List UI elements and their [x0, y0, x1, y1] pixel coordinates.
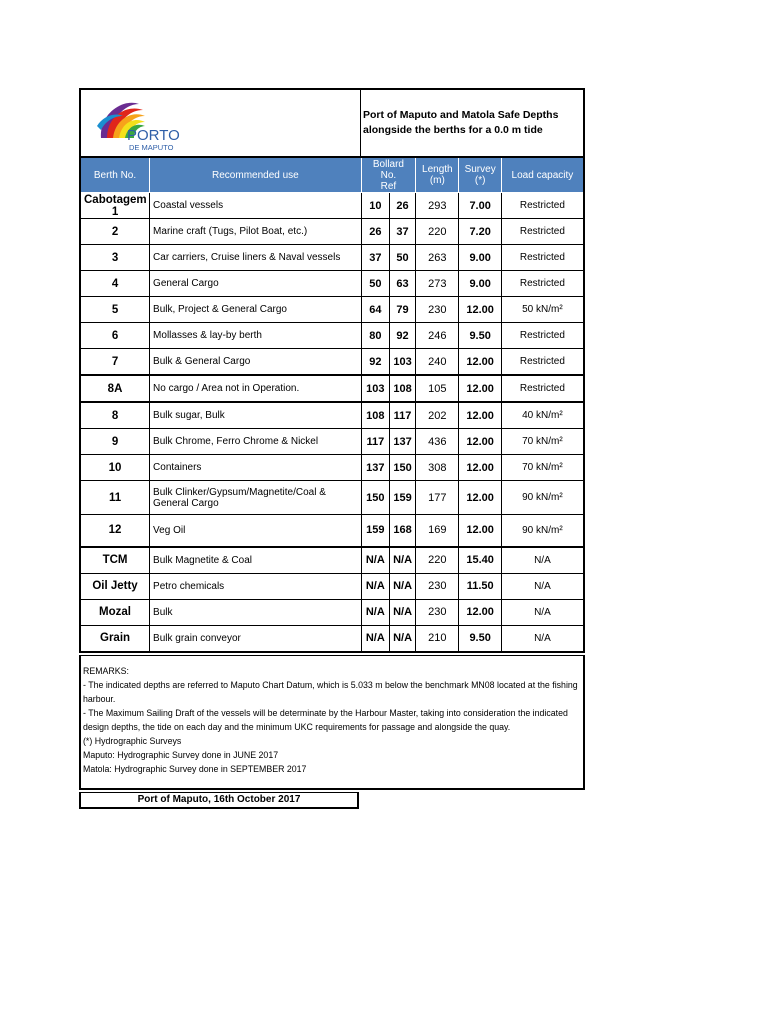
col-header-survey-line2: (*)	[474, 175, 486, 186]
use-cell: Petro chemicals	[150, 573, 362, 599]
use-cell: No cargo / Area not in Operation.	[150, 375, 362, 402]
bollard-to-cell: 26	[389, 193, 415, 219]
survey-cell: 7.00	[459, 193, 501, 219]
length-cell: 177	[416, 481, 459, 515]
bollard-to-cell: 168	[389, 515, 415, 547]
survey-cell: 9.50	[459, 323, 501, 349]
survey-cell: 12.00	[459, 429, 501, 455]
bollard-to-cell: 63	[389, 271, 415, 297]
survey-cell: 12.00	[459, 455, 501, 481]
length-cell: 220	[416, 547, 459, 574]
berth-cell: 12	[80, 515, 150, 547]
bollard-to-cell: 50	[389, 245, 415, 271]
berth-cell: 10	[80, 455, 150, 481]
table-row	[80, 245, 584, 271]
use-cell: Bulk Chrome, Ferro Chrome & Nickel	[150, 429, 362, 455]
use-cell: Bulk Magnetite & Coal	[150, 547, 362, 574]
berth-cell: 3	[80, 245, 150, 271]
col-header-berth: Berth No.	[80, 157, 150, 193]
table-row	[80, 219, 584, 245]
use-cell: Veg Oil	[150, 515, 362, 547]
bollard-to-cell: 92	[389, 323, 415, 349]
bollard-from-cell: 64	[361, 297, 389, 323]
bollard-to-cell: N/A	[389, 573, 415, 599]
load-cell: 70 kN/m²	[501, 455, 584, 481]
table-row	[80, 271, 584, 297]
logo-text-de-maputo: DE MAPUTO	[129, 143, 174, 152]
use-cell: Marine craft (Tugs, Pilot Boat, etc.)	[150, 219, 362, 245]
table-row	[80, 481, 584, 515]
survey-cell: 12.00	[459, 349, 501, 376]
table-row	[80, 515, 584, 547]
col-header-bollard	[361, 157, 415, 193]
remarks-line-1: - The indicated depths are referred to Maputo Chart Datum, which is 5.033 m below the benchmark MN08 located at the fishing harbour.	[83, 679, 578, 704]
bollard-from-cell: 159	[361, 515, 389, 547]
berth-cell: 8A	[80, 375, 150, 402]
load-cell: 90 kN/m²	[501, 515, 584, 547]
bollard-from-cell: 92	[361, 349, 389, 376]
survey-cell: 12.00	[459, 297, 501, 323]
table-row	[80, 625, 584, 652]
use-cell: Mollasses & lay-by berth	[150, 323, 362, 349]
length-cell: 210	[416, 625, 459, 652]
berth-cell: Grain	[80, 625, 150, 652]
col-header-use: Recommended use	[150, 157, 362, 193]
berth-cell: 4	[80, 271, 150, 297]
load-cell: Restricted	[501, 375, 584, 402]
bollard-to-cell: 79	[389, 297, 415, 323]
sheet-title	[363, 108, 583, 138]
col-header-bollard-line2: Ref	[380, 180, 397, 192]
bollard-from-cell: 103	[361, 375, 389, 402]
use-cell: Car carriers, Cruise liners & Naval vessels	[150, 245, 362, 271]
length-cell: 240	[416, 349, 459, 376]
berth-cell: 7	[80, 349, 150, 376]
bollard-to-cell: N/A	[389, 599, 415, 625]
table-row	[80, 297, 584, 323]
length-cell: 273	[416, 271, 459, 297]
survey-cell: 7.20	[459, 219, 501, 245]
bollard-to-cell: 117	[389, 402, 415, 429]
survey-cell: 12.00	[459, 515, 501, 547]
title-line-1: Port of Maputo and Matola Safe Depths	[363, 109, 559, 121]
survey-cell: 11.50	[459, 573, 501, 599]
survey-cell: 15.40	[459, 547, 501, 574]
sheet-header	[79, 88, 585, 156]
bollard-to-cell: 159	[389, 481, 415, 515]
length-cell: 202	[416, 402, 459, 429]
bollard-to-cell: N/A	[389, 547, 415, 574]
bollard-to-cell: N/A	[389, 625, 415, 652]
length-cell: 230	[416, 297, 459, 323]
col-header-length-line1: Length	[422, 164, 453, 175]
berth-cell: 8	[80, 402, 150, 429]
berth-cell: TCM	[80, 547, 150, 574]
length-cell: 293	[416, 193, 459, 219]
load-cell: N/A	[501, 547, 584, 574]
use-cell: Bulk	[150, 599, 362, 625]
bollard-from-cell: N/A	[361, 547, 389, 574]
load-cell: N/A	[501, 599, 584, 625]
use-cell: Bulk sugar, Bulk	[150, 402, 362, 429]
bollard-from-cell: 37	[361, 245, 389, 271]
load-cell: Restricted	[501, 193, 584, 219]
length-cell: 220	[416, 219, 459, 245]
table-row	[80, 547, 584, 574]
table-row	[80, 573, 584, 599]
length-cell: 169	[416, 515, 459, 547]
load-cell: N/A	[501, 573, 584, 599]
bollard-from-cell: 108	[361, 402, 389, 429]
remarks-box	[79, 655, 585, 790]
load-cell: Restricted	[501, 245, 584, 271]
use-cell: Bulk grain conveyor	[150, 625, 362, 652]
use-cell: Containers	[150, 455, 362, 481]
load-cell: N/A	[501, 625, 584, 652]
bollard-from-cell: 150	[361, 481, 389, 515]
length-cell: 263	[416, 245, 459, 271]
berths-table	[79, 156, 585, 653]
use-cell: Bulk & General Cargo	[150, 349, 362, 376]
length-cell: 230	[416, 573, 459, 599]
use-cell: Bulk, Project & General Cargo	[150, 297, 362, 323]
bollard-to-cell: 150	[389, 455, 415, 481]
bollard-from-cell: 10	[361, 193, 389, 219]
load-cell: 70 kN/m²	[501, 429, 584, 455]
bollard-from-cell: N/A	[361, 599, 389, 625]
berth-cell: Cabotagem 1	[80, 193, 150, 219]
col-header-survey	[459, 157, 501, 193]
length-cell: 230	[416, 599, 459, 625]
table-row	[80, 323, 584, 349]
bollard-to-cell: 103	[389, 349, 415, 376]
berth-cell: 6	[80, 323, 150, 349]
title-line-2: alongside the berths for a 0.0 m tide	[363, 124, 543, 136]
col-header-length	[416, 157, 459, 193]
depths-sheet	[79, 88, 585, 809]
table-row	[80, 429, 584, 455]
bollard-to-cell: 37	[389, 219, 415, 245]
table-row	[80, 375, 584, 402]
bollard-from-cell: N/A	[361, 573, 389, 599]
logo-text-porto: PORTO	[127, 127, 180, 144]
load-cell: Restricted	[501, 271, 584, 297]
logo-box	[81, 90, 361, 156]
table-row	[80, 455, 584, 481]
survey-cell: 12.00	[459, 599, 501, 625]
bollard-to-cell: 137	[389, 429, 415, 455]
load-cell: 40 kN/m²	[501, 402, 584, 429]
survey-cell: 12.00	[459, 375, 501, 402]
remarks-line-4: Maputo: Hydrographic Survey done in JUNE 2017	[83, 749, 279, 760]
table-row	[80, 599, 584, 625]
bollard-from-cell: 80	[361, 323, 389, 349]
berth-cell: Mozal	[80, 599, 150, 625]
table-header-row	[80, 157, 584, 193]
col-header-bollard-line1: Bollard No.	[372, 158, 404, 181]
remarks-line-3: (*) Hydrographic Surveys	[83, 735, 182, 746]
berth-cell: 5	[80, 297, 150, 323]
bollard-from-cell: 137	[361, 455, 389, 481]
length-cell: 246	[416, 323, 459, 349]
col-header-survey-line1: Survey	[464, 164, 496, 175]
load-cell: Restricted	[501, 219, 584, 245]
remarks-line-5: Matola: Hydrographic Survey done in SEPTEMBER 2017	[83, 763, 307, 774]
survey-cell: 9.00	[459, 271, 501, 297]
use-cell: Coastal vessels	[150, 193, 362, 219]
load-cell: 50 kN/m²	[501, 297, 584, 323]
use-cell: General Cargo	[150, 271, 362, 297]
load-cell: Restricted	[501, 349, 584, 376]
bollard-from-cell: 117	[361, 429, 389, 455]
col-header-length-line2: (m)	[429, 175, 445, 186]
remarks-heading: REMARKS:	[83, 665, 129, 676]
bollard-to-cell: 108	[389, 375, 415, 402]
length-cell: 436	[416, 429, 459, 455]
length-cell: 308	[416, 455, 459, 481]
load-cell: Restricted	[501, 323, 584, 349]
survey-cell: 12.00	[459, 481, 501, 515]
length-cell: 105	[416, 375, 459, 402]
table-row	[80, 193, 584, 219]
table-row	[80, 402, 584, 429]
berth-cell: 11	[80, 481, 150, 515]
porto-de-maputo-logo	[93, 96, 183, 152]
bollard-from-cell: 50	[361, 271, 389, 297]
berth-cell: 2	[80, 219, 150, 245]
berth-cell: Oil Jetty	[80, 573, 150, 599]
bollard-from-cell: N/A	[361, 625, 389, 652]
use-cell: Bulk Clinker/Gypsum/Magnetite/Coal & General Cargo	[150, 481, 362, 515]
survey-cell: 9.00	[459, 245, 501, 271]
col-header-load: Load capacity	[501, 157, 584, 193]
bollard-from-cell: 26	[361, 219, 389, 245]
load-cell: 90 kN/m²	[501, 481, 584, 515]
survey-cell: 9.50	[459, 625, 501, 652]
footer-date: Port of Maputo, 16th October 2017	[79, 792, 359, 809]
table-row	[80, 349, 584, 376]
remarks-line-2: - The Maximum Sailing Draft of the vessels will be determinate by the Harbour Master, taking into consideration the indicated design depths, the tide on each day and the minimum UKC requirements for passage and alongside the quay.	[83, 707, 568, 732]
survey-cell: 12.00	[459, 402, 501, 429]
berth-cell: 9	[80, 429, 150, 455]
